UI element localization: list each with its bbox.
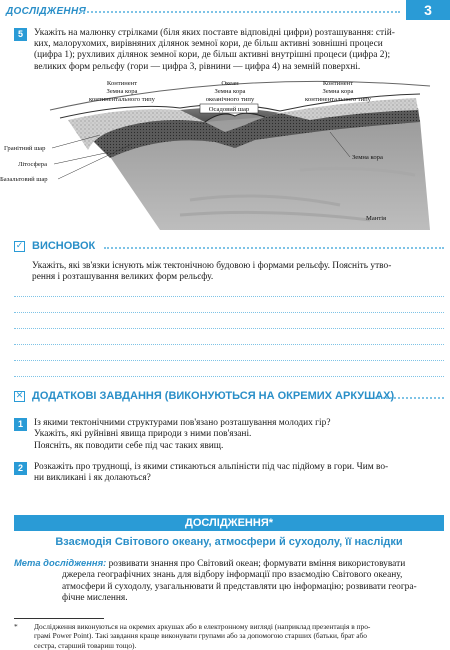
page-number: 3 (406, 0, 450, 20)
footnote-star: * (14, 622, 18, 631)
extra-task-line: ни викликані і як долаються? (34, 473, 151, 484)
task-number-badge: 5 (14, 28, 27, 41)
diagram-label: Континент (322, 80, 354, 87)
page-header (0, 0, 450, 22)
label-continent-right (305, 80, 372, 103)
extra-task-line: Укажіть, які руйнівні явища природи з ними пов'язані. (34, 429, 252, 440)
diagram-label: континентального типу (89, 96, 155, 103)
conclusions-text (32, 261, 432, 284)
task-5-line: ких, малорухомих, вирівняних ділянок земної кори, де більш активні зовнішні процеси (34, 39, 383, 50)
answer-line[interactable] (14, 376, 444, 377)
conclusions-heading (14, 240, 444, 256)
task-5-line: Укажіть на малюнку стрілками (біля яких поставте відповідні цифри) розташування: стій- (34, 28, 395, 38)
footnote-line: сестра, старший товариш тощо). (34, 640, 137, 650)
footnote-line: грамі Power Point). Такі завдання краще виконувати групами або за допомогою старших (батьки, брат або (34, 631, 367, 641)
answer-line[interactable] (14, 312, 444, 313)
footnote-rule (14, 618, 104, 619)
conclusions-title: ВИСНОВОК (32, 240, 96, 252)
label-continent-left (89, 80, 156, 103)
diagram-label: Земна кора (322, 88, 354, 95)
diagram-label: Океан (221, 80, 239, 87)
task-number-badge: 1 (14, 418, 27, 431)
research-subtitle: Взаємодія Світового океану, атмосфери й суходолу, її наслідки (55, 536, 403, 548)
mantle-label: Мантія (366, 215, 387, 222)
footnote-line: Дослідження виконуються на окремих аркушах або в електронному вигляді (наприклад презентація в про- (34, 622, 371, 631)
research-title-bar: ДОСЛІДЖЕННЯ* (14, 515, 444, 531)
diagram-label: континентального типу (305, 96, 371, 103)
header-title: ДОСЛІДЖЕННЯ (6, 6, 87, 17)
heading-dotted-rule (374, 397, 444, 399)
crust-label: Земна кора (352, 154, 383, 161)
cross-box-icon: ✕ (15, 391, 24, 401)
diagram-label: Земна кора (214, 88, 246, 95)
extra-task-text (34, 462, 439, 485)
lithosphere-label: Літосфера (18, 161, 47, 168)
extra-tasks-heading (14, 390, 444, 406)
sediment-label: Осадовий шар (208, 106, 250, 113)
answer-line[interactable] (14, 296, 444, 297)
conclusions-line: рення і розташування великих форм рельєфу. (32, 272, 214, 283)
heading-dotted-rule (104, 247, 444, 249)
task-5-line: великих форм рельєфу (гори — цифра 3, рівнини — цифра 4) на земній поверхні. (34, 61, 361, 72)
answer-line[interactable] (14, 344, 444, 345)
basalt-label: Базальтовий шар (0, 176, 48, 183)
goal-label: Мета дослідження: (14, 557, 107, 568)
research-goal (14, 557, 444, 605)
extra-task-line: Поясніть, як поводити себе під час таких явищ. (34, 440, 224, 451)
header-dotted-rule (80, 11, 400, 13)
task-5-line: (цифра 1); рухливих ділянок земної кори, де більш активні внутрішні процеси (цифра 2); (34, 50, 391, 61)
granite-label: Гранітний шар (4, 145, 46, 152)
task-number-badge: 2 (14, 462, 27, 475)
extra-task-text (34, 418, 439, 452)
diagram-label: океанічного типу (205, 96, 255, 103)
extra-tasks-title: ДОДАТКОВІ ЗАВДАННЯ (ВИКОНУЮТЬСЯ НА ОКРЕМИХ АРКУШАХ) (32, 390, 395, 402)
answer-line[interactable] (14, 328, 444, 329)
footnote-text (34, 622, 442, 650)
extra-task-line: Розкажіть про труднощі, із якими стикаються альпіністи під час підйому в гори. Чим во- (34, 462, 389, 472)
conclusions-line: Укажіть, які зв'язки існують між тектонічною будовою і формами рельєфу. Поясніть утво- (32, 261, 392, 271)
checkbox-icon: ✓ (15, 241, 24, 251)
diagram-label: Земна кора (106, 88, 138, 95)
extra-task-line: Із якими тектонічними структурами пов'язано розташування молодих гір? (34, 418, 331, 428)
answer-line[interactable] (14, 360, 444, 361)
goal-line: фічне мислення. (62, 593, 128, 604)
diagram-label: Континент (106, 80, 138, 87)
crust-diagram (0, 80, 430, 230)
goal-line: розвивати знання про Світовий океан; формувати вміння використовувати (108, 559, 406, 569)
goal-line: атмосфери й суходолу, узагальнювати й представляти цю інформацію; розвивати геогра- (62, 581, 417, 592)
goal-line: джерела географічних знань для відбору інформації про взаємодію Світового океану, (62, 570, 403, 581)
task-5-text (34, 28, 444, 73)
